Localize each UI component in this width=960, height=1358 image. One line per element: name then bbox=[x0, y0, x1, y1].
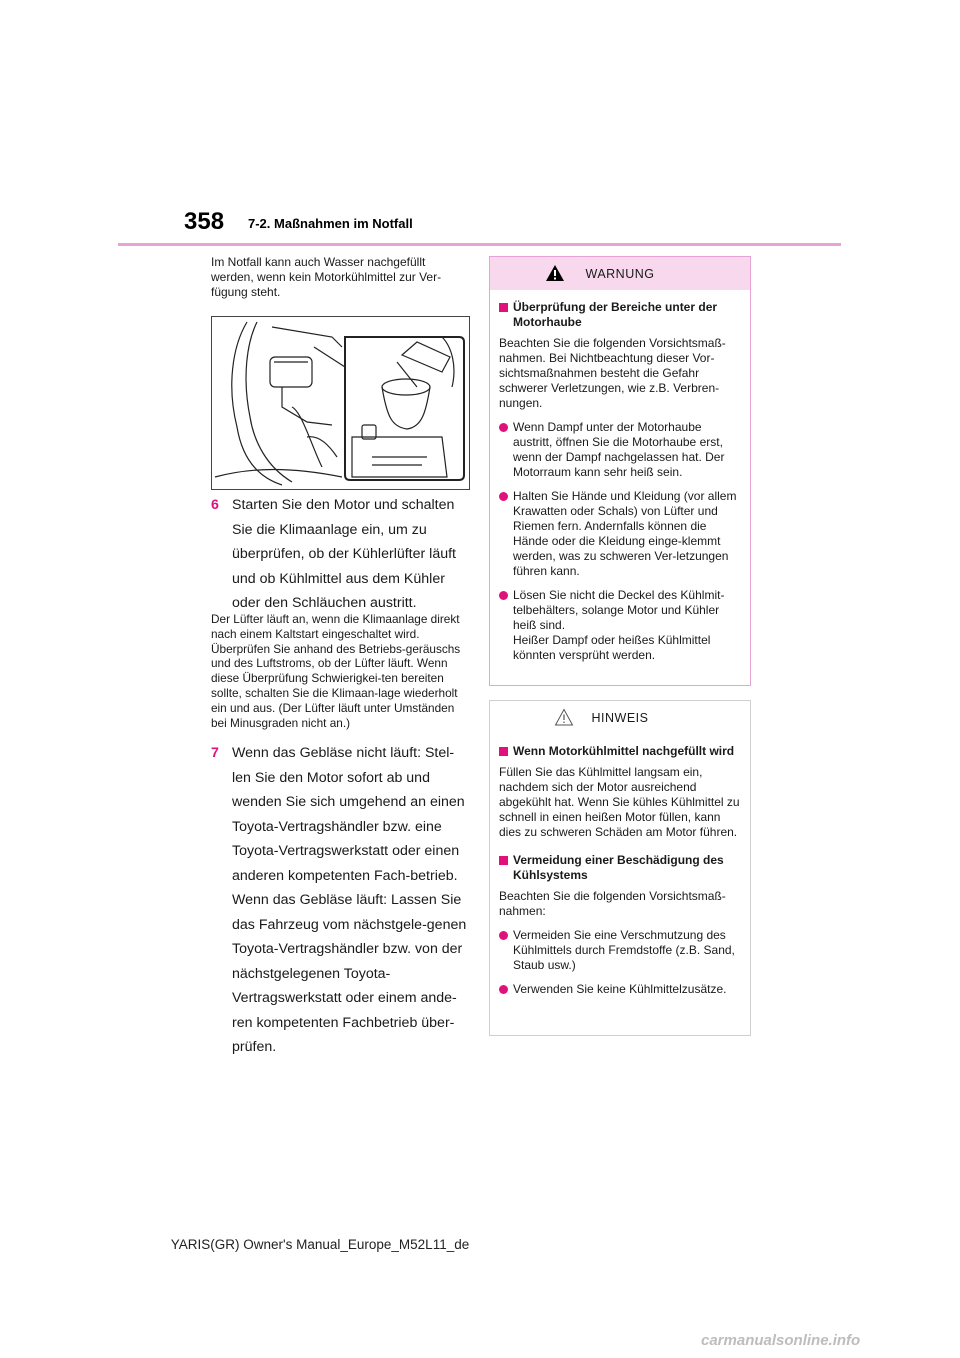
hinweis-title-text: Wenn Motorkühlmittel nachgefüllt wird bbox=[513, 744, 735, 758]
round-bullet-icon bbox=[499, 591, 508, 600]
step-6 bbox=[211, 493, 473, 616]
coolant-refill-illustration bbox=[211, 316, 470, 490]
hinweis-title bbox=[499, 744, 741, 759]
hinweis-header bbox=[499, 701, 741, 734]
section-title: 7-2. Maßnahmen im Notfall bbox=[248, 216, 413, 231]
hinweis-text: Füllen Sie das Kühlmittel langsam ein, nachdem sich der Motor ausreichend abgekühlt hat. Wenn Sie kühles Kühlmittel zu schnell in einen heißen Motor füllen, kann dies zu schweren Schäden am Motor führen. bbox=[499, 765, 740, 839]
warning-intro: Beachten Sie die folgenden Vorsichtsmaß-nahmen. Bei Nichtbeachtung dieser Vor-sichtsmaßnahmen besteht die Gefahr schwerer Verletzungen, wie z.B. Verbren-nungen. bbox=[499, 336, 726, 410]
square-bullet-icon bbox=[499, 303, 508, 312]
hinweis-bullet bbox=[499, 982, 741, 997]
step-number: 7 bbox=[211, 745, 219, 761]
warning-bullet-text: Halten Sie Hände und Kleidung (vor allem Krawatten oder Schals) von Lüfter und Riemen fern. Andernfalls können die Hände oder die Kleidung einge-klemmt werden, was zu schweren Ver-letzungen führen kann. bbox=[513, 489, 737, 578]
hinweis-heading: HINWEIS bbox=[591, 710, 649, 725]
intro-text: Im Notfall kann auch Wasser nachgefüllt werden, wenn kein Motorkühlmittel zur Ver-fügung steht. bbox=[211, 255, 442, 299]
footer-text: YARIS(GR) Owner's Manual_Europe_M52L11_de bbox=[170, 1237, 470, 1252]
warning-title bbox=[499, 300, 741, 330]
warning-box bbox=[489, 256, 751, 686]
page-number: 358 bbox=[184, 208, 225, 235]
caution-triangle-icon bbox=[554, 708, 574, 726]
hinweis-box bbox=[489, 700, 751, 1036]
square-bullet-icon bbox=[499, 856, 508, 865]
hinweis-bullet-text: Vermeiden Sie eine Verschmutzung des Kühlmittels durch Fremdstoffe (z.B. Sand, Staub usw.) bbox=[513, 928, 735, 972]
warning-heading: WARNUNG bbox=[585, 266, 655, 281]
warning-bullet bbox=[499, 588, 741, 663]
hinweis-bullet bbox=[499, 928, 741, 973]
warning-bullet-text: Lösen Sie nicht die Deckel des Kühlmit-telbehälters, solange Motor und Kühler heiß sind. Heißer Dampf oder heißes Kühlmittel könnten versprüht werden. bbox=[513, 588, 725, 662]
warning-bullet bbox=[499, 489, 741, 579]
step-text: Wenn das Gebläse nicht läuft: Stel-len Sie den Motor sofort ab und wenden Sie sich umgehend an einen Toyota-Vertragshändler bzw. eine Toyota-Vertragswerkstatt oder einen anderen kompetenten Fach-betrieb. Wenn das Gebläse läuft: Lassen Sie das Fahrzeug vom nächstgele-genen Toyota-Vertragshändler bzw. von der nächstgelegenen Toyota-Vertragswerkstatt oder einem ande-ren kompetenten Fachbetrieb über-prüfen. bbox=[232, 745, 467, 1055]
warning-triangle-icon bbox=[545, 264, 565, 282]
round-bullet-icon bbox=[499, 492, 508, 501]
hinweis-title bbox=[499, 853, 741, 883]
warning-title-text: Überprüfung der Bereiche unter der Motorhaube bbox=[513, 300, 718, 329]
square-bullet-icon bbox=[499, 747, 508, 756]
warning-bullet bbox=[499, 420, 741, 480]
hinweis-text: Beachten Sie die folgenden Vorsichtsmaß-nahmen: bbox=[499, 889, 726, 918]
warning-header bbox=[490, 257, 750, 290]
round-bullet-icon bbox=[499, 931, 508, 940]
step-6-note: Der Lüfter läuft an, wenn die Klimaanlage direkt nach einem Kaltstart eingeschaltet wird. Überprüfen Sie anhand des Betriebs-geräuschs und des Luftstroms, ob der Lüfter läuft. Wenn diese Überprüfung Schwierigkei-ten bereiten sollte, schalten Sie die Klimaan-lage wiederholt ein und aus. (Der Lüfter läuft unter Umständen bei Minusgraden nicht an.) bbox=[211, 612, 461, 730]
warning-bullet-text: Wenn Dampf unter der Motorhaube austritt, öffnen Sie die Motorhaube erst, wenn der Dampf nachgelassen hat. Der Motorraum kann sehr heiß sein. bbox=[513, 420, 725, 479]
step-text: Starten Sie den Motor und schalten Sie die Klimaanlage ein, um zu überprüfen, ob der Kühlerlüfter läuft und ob Kühlmittel aus dem Kühler oder den Schläuchen austritt. bbox=[232, 497, 456, 611]
step-7 bbox=[211, 741, 473, 1060]
hinweis-title-text: Vermeidung einer Beschädigung des Kühlsystems bbox=[513, 853, 724, 882]
hinweis-bullet-text: Verwenden Sie keine Kühlmittelzusätze. bbox=[513, 982, 727, 996]
watermark: carmanualsonline.info bbox=[701, 1332, 861, 1349]
round-bullet-icon bbox=[499, 423, 508, 432]
header-rule bbox=[118, 243, 841, 246]
step-number: 6 bbox=[211, 497, 219, 513]
round-bullet-icon bbox=[499, 985, 508, 994]
